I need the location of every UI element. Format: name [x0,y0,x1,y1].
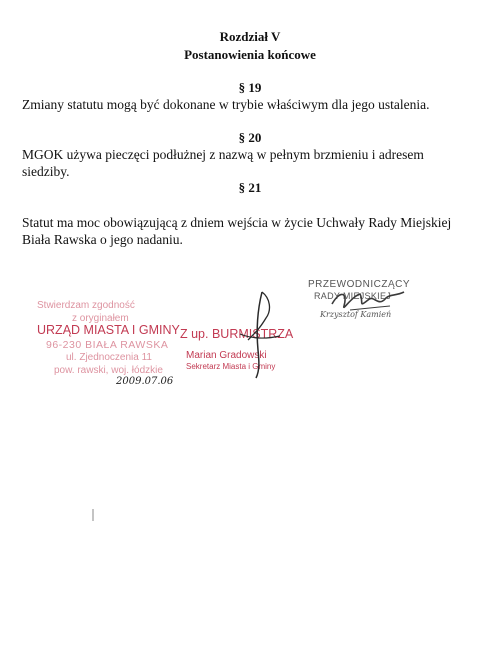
section-label-20: § 20 [238,130,262,145]
council-stamp-title: PRZEWODNICZĄCY [308,279,410,290]
mayor-stamp-role: Sekretarz Miasta i Gminy [186,362,276,371]
mayor-signature-icon [200,288,300,388]
section-text-20: MGOK używa pieczęci podłużnej z nazwą w pełnym brzmieniu i adresem siedziby. [22,147,424,179]
copy-stamp-date: 2009.07.06 [116,376,174,387]
copy-stamp-county: pow. rawski, woj. łódzkie [54,365,163,376]
copy-stamp-original: z oryginałem [72,313,129,324]
copy-stamp-certified: Stwierdzam zgodność [37,300,135,311]
council-signature-icon [330,286,410,316]
chapter-number: Rozdział V [219,29,281,44]
stray-mark-icon [90,508,96,522]
section-label-19: § 19 [238,80,262,95]
section-label-21: § 21 [238,180,262,195]
chapter-title: Postanowienia końcowe [184,47,316,62]
copy-stamp-street: ul. Zjednoczenia 11 [66,352,152,363]
copy-stamp-office: URZĄD MIASTA I GMINY [37,323,180,337]
council-stamp-subtitle: RADY MIEJSKIEJ [314,291,392,301]
council-stamp-name: Krzysztof Kamień [320,310,392,319]
copy-stamp-postcode: 96-230 BIAŁA RAWSKA [46,339,169,351]
mayor-stamp-name: Marian Gradowski [186,350,267,361]
section-text-21: Statut ma moc obowiązującą z dniem wejścia w życie Uchwały Rady Miejskiej Biała Rawska o jego nadaniu. [22,215,452,247]
mayor-stamp-title: Z up. BURMISTRZA [180,327,294,341]
section-text-19: Zmiany statutu mogą być dokonane w trybie właściwym dla jego ustalenia. [22,97,430,112]
